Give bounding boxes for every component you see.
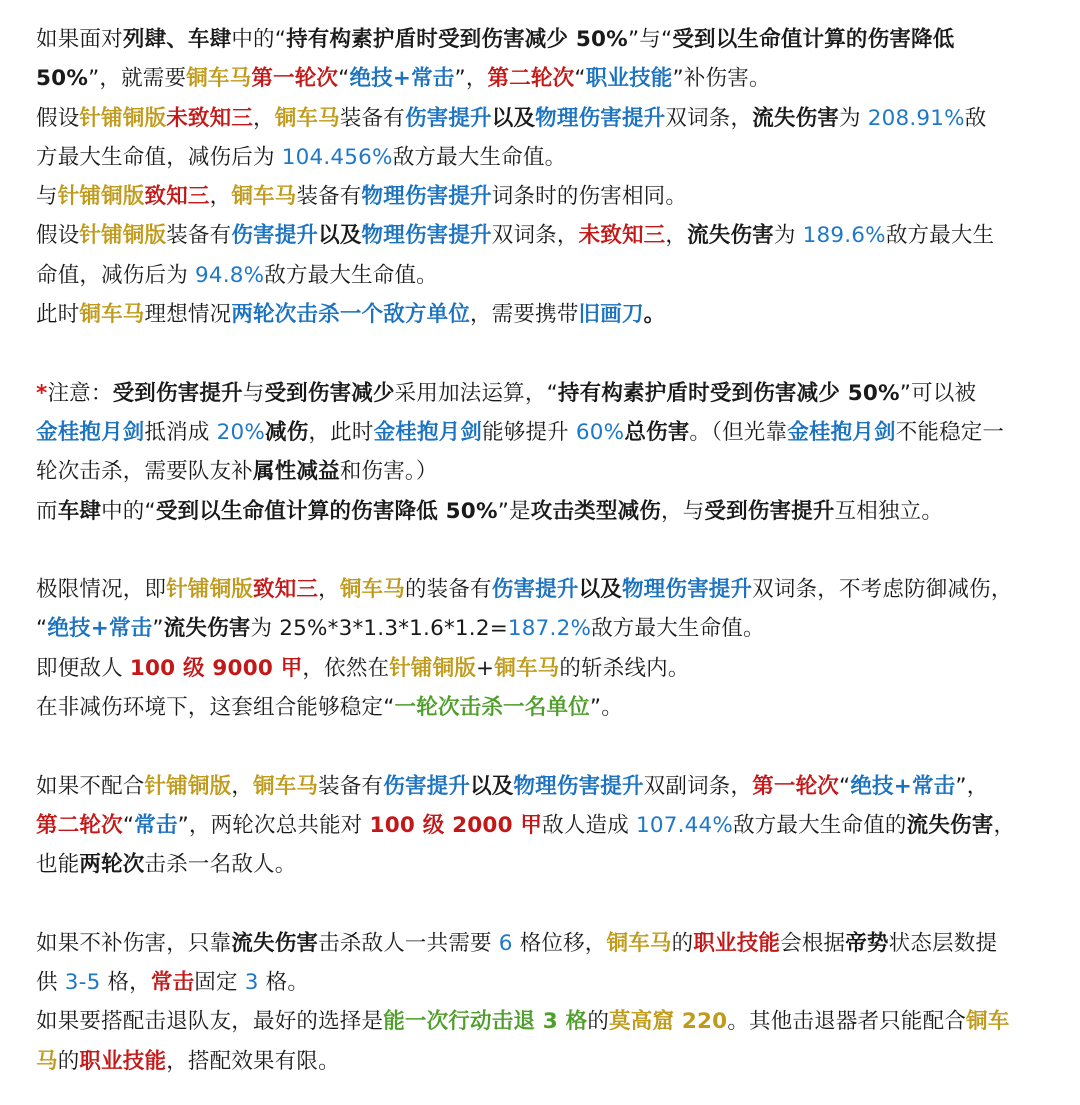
text-run-plain: ”， bbox=[454, 66, 488, 92]
text-run-blue: 两轮次击杀一个敌方单位 bbox=[231, 302, 471, 328]
text-run-black: 流失伤害 bbox=[231, 930, 319, 956]
text-run-black: 攻击类型减伤 bbox=[530, 498, 661, 524]
text-run-black: 属性减益 bbox=[253, 459, 340, 485]
text-run-num: 60% bbox=[575, 419, 625, 445]
text-run-plain: 极限情况，即 bbox=[36, 577, 167, 603]
text-run-gold: 莫高窟 220 bbox=[609, 1009, 728, 1035]
text-run-gold: 针铺铜版 bbox=[389, 655, 477, 681]
text-line bbox=[36, 924, 1044, 963]
paragraph-spacer bbox=[36, 334, 1044, 373]
text-run-plain: 方最大生命值，减伤后为 bbox=[36, 144, 282, 170]
text-line bbox=[36, 609, 1044, 648]
text-run-blue: 职业技能 bbox=[585, 66, 673, 92]
text-run-red: 职业技能 bbox=[693, 930, 781, 956]
text-run-plain: 敌方最大生命值。 bbox=[264, 262, 438, 288]
text-run-num: 20% bbox=[216, 419, 266, 445]
text-run-black: 流失伤害 bbox=[687, 223, 774, 249]
text-run-black: 受到伤害提升 bbox=[112, 380, 243, 406]
text-run-plain: 采用加法运算，“ bbox=[394, 380, 558, 406]
text-run-blue: 旧画刀 bbox=[578, 302, 644, 328]
text-run-black: 50% bbox=[36, 66, 89, 92]
text-line bbox=[36, 374, 1044, 413]
text-run-plain: 装备有 bbox=[166, 223, 232, 249]
text-run-plain: 敌方最大生命值。 bbox=[392, 144, 567, 170]
text-run-black: 受到伤害减少 bbox=[264, 380, 395, 406]
text-run-plain: 装备有 bbox=[339, 105, 405, 131]
text-run-plain: 供 bbox=[36, 970, 65, 996]
text-run-blue: 伤害提升 bbox=[404, 105, 492, 131]
text-run-plain: 不能稳定一 bbox=[895, 419, 1005, 445]
text-run-plain: 和伤害。） bbox=[339, 459, 438, 485]
text-run-num: 187.2% bbox=[507, 616, 592, 642]
text-run-num: 6 bbox=[498, 930, 513, 956]
text-run-blue: 物理伤害提升 bbox=[361, 184, 492, 210]
text-run-gold: 铜车马 bbox=[274, 105, 340, 131]
text-run-plain: 敌方最大生 bbox=[885, 223, 995, 249]
text-run-plain: 中的“ bbox=[231, 27, 287, 52]
text-run-red: 未致知三 bbox=[166, 105, 254, 131]
text-run-gold: 针铺铜版 bbox=[144, 773, 232, 799]
text-run-blue: 绝技+常击 bbox=[349, 66, 455, 92]
text-line bbox=[36, 688, 1044, 727]
text-run-blue: 绝技+常击 bbox=[850, 773, 956, 799]
text-run-black: 持有构素护盾时受到伤害减少 50% bbox=[557, 380, 900, 406]
text-run-plain: 的 bbox=[671, 930, 694, 956]
text-run-black: 以及 bbox=[578, 577, 622, 603]
text-run-gold: 铜车马 bbox=[494, 655, 560, 681]
text-run-plain: 的 bbox=[587, 1009, 610, 1035]
text-line bbox=[36, 1042, 1044, 1081]
text-run-red: 第二轮次 bbox=[487, 66, 575, 92]
text-run-blue: 金桂抱月剑 bbox=[787, 419, 896, 445]
text-run-plain: ， bbox=[318, 577, 340, 603]
text-run-plain: 为 bbox=[839, 105, 868, 131]
text-run-red: 第二轮次 bbox=[36, 812, 123, 838]
text-run-plain: 词条时的伤害相同。 bbox=[491, 184, 688, 210]
text-run-plain: 击杀敌人一共需要 bbox=[318, 930, 499, 956]
text-run-plain: ”，两轮次总共能对 bbox=[177, 812, 370, 838]
text-run-plain: 而 bbox=[36, 498, 58, 524]
text-run-black: 受到伤害提升 bbox=[704, 498, 835, 524]
text-run-plain: ，搭配效果有限。 bbox=[166, 1048, 340, 1074]
text-run-plain: 如果要搭配击退队友，最好的选择是 bbox=[36, 1009, 384, 1035]
text-run-plain: 双词条， bbox=[665, 105, 753, 131]
text-run-black: 减伤 bbox=[265, 419, 309, 445]
text-run-plain: 在非减伤环境下，这套组合能够稳定“ bbox=[36, 695, 395, 721]
text-run-blue: 伤害提升 bbox=[231, 223, 319, 249]
text-run-plain: ”。 bbox=[589, 695, 623, 721]
text-run-plain: 注意： bbox=[47, 380, 113, 406]
text-run-plain: ，需要携带 bbox=[470, 302, 579, 328]
text-line bbox=[36, 1002, 1044, 1041]
text-run-gold: 铜车马 bbox=[231, 184, 297, 210]
text-run-plain: “ bbox=[338, 66, 350, 92]
text-run-plain: “ bbox=[839, 773, 851, 799]
text-run-gold: 铜车马 bbox=[79, 302, 145, 328]
text-run-plain: ” bbox=[152, 616, 164, 642]
text-run-plain: 敌方最大生命值的 bbox=[733, 812, 907, 838]
text-run-black: 。 bbox=[643, 302, 666, 328]
text-run-plain: 此时 bbox=[36, 302, 80, 328]
text-run-black: 流失伤害 bbox=[163, 616, 251, 642]
text-run-plain: 格位移， bbox=[512, 930, 607, 956]
text-run-star: * bbox=[36, 380, 48, 406]
text-run-num: 94.8% bbox=[194, 262, 265, 288]
text-run-plain: 的斩杀线内。 bbox=[559, 655, 690, 681]
text-run-plain: ”补伤害。 bbox=[672, 66, 771, 92]
text-run-blue: 物理伤害提升 bbox=[361, 223, 492, 249]
text-run-red: 未致知三 bbox=[578, 223, 666, 249]
text-run-blue: 伤害提升 bbox=[491, 577, 579, 603]
text-run-num: 104.456% bbox=[281, 144, 393, 170]
text-run-plain: “ bbox=[36, 616, 48, 642]
text-run-plain: 装备有 bbox=[318, 773, 384, 799]
text-run-black: 受到以生命值计算的伤害降低 bbox=[672, 27, 955, 52]
text-run-black: 帝势 bbox=[845, 930, 889, 956]
text-run-plain: ，与 bbox=[660, 498, 705, 524]
text-run-blue: 物理伤害提升 bbox=[513, 773, 644, 799]
text-line bbox=[36, 20, 1044, 59]
text-run-plain: 敌 bbox=[964, 105, 987, 131]
text-run-gold: 马 bbox=[36, 1048, 58, 1074]
text-line bbox=[36, 963, 1044, 1002]
text-run-plain: 为 25%*3*1.3*1.6*1.2= bbox=[250, 616, 508, 642]
text-run-plain: 轮次击杀，需要队友补 bbox=[36, 459, 254, 485]
text-run-red: 职业技能 bbox=[79, 1048, 167, 1074]
text-run-green: 能一次行动击退 3 格 bbox=[383, 1009, 588, 1035]
text-run-plain: 双副词条， bbox=[643, 773, 753, 799]
text-run-red: 常击 bbox=[150, 970, 195, 996]
text-run-gold: 针铺铜版 bbox=[57, 184, 145, 210]
text-run-black: 受到以生命值计算的伤害降低 50% bbox=[155, 498, 498, 524]
text-run-black: 持有构素护盾时受到伤害减少 50% bbox=[286, 27, 628, 52]
text-run-plain: 。（但光靠 bbox=[689, 419, 788, 445]
text-line bbox=[36, 295, 1044, 334]
text-run-plain: 如果面对 bbox=[36, 27, 123, 52]
text-run-num: 3-5 bbox=[64, 970, 101, 996]
text-run-black: 以及 bbox=[318, 223, 362, 249]
text-line bbox=[36, 413, 1044, 452]
text-run-blue: 常击 bbox=[134, 812, 178, 838]
text-line bbox=[36, 138, 1044, 177]
text-run-red: 100 级 9000 甲 bbox=[129, 655, 303, 681]
text-run-plain: 为 bbox=[773, 223, 803, 249]
text-run-plain: ”是 bbox=[497, 498, 531, 524]
text-run-plain: 敌方最大生命值。 bbox=[591, 616, 765, 642]
text-run-blue: 伤害提升 bbox=[383, 773, 471, 799]
text-run-gold: 铜车马 bbox=[253, 773, 319, 799]
text-line bbox=[36, 59, 1044, 98]
text-line bbox=[36, 806, 1044, 845]
text-run-blue: 金桂抱月剑 bbox=[373, 419, 483, 445]
text-run-gold: 铜车马 bbox=[339, 577, 405, 603]
text-run-plain: ”， bbox=[955, 773, 989, 799]
text-line bbox=[36, 570, 1044, 609]
text-run-red: 致知三 bbox=[144, 184, 210, 210]
text-run-num: 208.91% bbox=[867, 105, 965, 131]
text-run-black: 流失伤害 bbox=[752, 105, 839, 131]
text-run-plain: 能够提升 bbox=[482, 419, 576, 445]
text-line bbox=[36, 452, 1044, 491]
text-run-plain: 双词条， bbox=[491, 223, 579, 249]
text-run-plain: ，依然在 bbox=[302, 655, 390, 681]
text-run-green: 一轮次击杀一名单位 bbox=[394, 695, 590, 721]
text-run-black: 两轮次 bbox=[79, 852, 145, 878]
text-run-num: 3 bbox=[244, 970, 259, 996]
text-run-black: 总伤害 bbox=[624, 419, 690, 445]
text-run-plain: 抵消成 bbox=[144, 419, 217, 445]
text-run-num: 189.6% bbox=[802, 223, 886, 249]
text-run-gold: 针铺铜版 bbox=[79, 223, 167, 249]
text-run-plain: 固定 bbox=[194, 970, 245, 996]
text-run-plain: 互相独立。 bbox=[834, 498, 944, 524]
text-run-plain: 如果不补伤害，只靠 bbox=[36, 930, 232, 956]
text-run-plain: 也能 bbox=[36, 852, 80, 878]
text-run-gold: 针铺铜版 bbox=[166, 577, 254, 603]
text-run-plain: 双词条，不考虑防御减伤， bbox=[752, 577, 1013, 603]
text-run-gold: 铜车马 bbox=[186, 66, 252, 92]
text-run-black: 流失伤害 bbox=[906, 812, 994, 838]
text-run-plain: ”与“ bbox=[627, 27, 673, 52]
text-line bbox=[36, 767, 1044, 806]
text-run-red: 第一轮次 bbox=[251, 66, 339, 92]
text-run-plain: 会根据 bbox=[780, 930, 846, 956]
text-run-red: 致知三 bbox=[253, 577, 319, 603]
text-run-plain: 与 bbox=[242, 380, 265, 406]
text-run-gold: 铜车 bbox=[966, 1009, 1010, 1035]
text-run-plain: 击杀一名敌人。 bbox=[144, 852, 297, 878]
text-run-blue: 物理伤害提升 bbox=[621, 577, 753, 603]
text-run-plain: 中的“ bbox=[101, 498, 156, 524]
text-line bbox=[36, 216, 1044, 255]
text-run-plain: 格， bbox=[100, 970, 151, 996]
text-run-plain: 的 bbox=[57, 1048, 80, 1074]
text-run-blue: 金桂抱月剑 bbox=[36, 419, 145, 445]
text-run-plain: 。其他击退器者只能配合 bbox=[727, 1009, 967, 1035]
text-run-plain: ，此时 bbox=[308, 419, 374, 445]
text-run-plain: 即便敌人 bbox=[36, 655, 130, 681]
text-run-gold: 针铺铜版 bbox=[79, 105, 167, 131]
text-run-plain: 状态层数提 bbox=[888, 930, 998, 956]
text-run-plain: ”，就需要 bbox=[88, 66, 187, 92]
text-line bbox=[36, 492, 1044, 531]
text-line bbox=[36, 99, 1044, 138]
text-run-plain: 假设 bbox=[36, 105, 80, 131]
text-line bbox=[36, 649, 1044, 688]
text-run-black: 车肆 bbox=[57, 498, 102, 524]
paragraph-spacer bbox=[36, 727, 1044, 766]
text-run-plain: 如果不配合 bbox=[36, 773, 145, 799]
text-run-plain: 格。 bbox=[258, 970, 310, 996]
text-run-black: 以及 bbox=[470, 773, 514, 799]
paragraph-spacer bbox=[36, 885, 1044, 924]
paragraph-spacer bbox=[36, 531, 1044, 570]
text-run-red: 100 级 2000 甲 bbox=[369, 812, 543, 838]
text-line bbox=[36, 177, 1044, 216]
text-run-plain: 假设 bbox=[36, 223, 80, 249]
text-run-plain: ， bbox=[993, 812, 1016, 838]
text-run-plain: 敌人造成 bbox=[542, 812, 636, 838]
text-run-num: 107.44% bbox=[635, 812, 734, 838]
text-run-plain: ”可以被 bbox=[899, 380, 977, 406]
text-line bbox=[36, 256, 1044, 295]
text-run-plain: 的装备有 bbox=[404, 577, 492, 603]
text-run-blue: 物理伤害提升 bbox=[535, 105, 666, 131]
text-run-red: 第一轮次 bbox=[752, 773, 839, 799]
text-line bbox=[36, 845, 1044, 884]
text-run-gold: 铜车马 bbox=[606, 930, 672, 956]
text-run-plain: “ bbox=[574, 66, 586, 92]
text-run-plain: + bbox=[476, 655, 495, 681]
text-run-plain: ， bbox=[231, 773, 254, 799]
text-run-plain: 命值，减伤后为 bbox=[36, 262, 195, 288]
text-run-black: 以及 bbox=[491, 105, 536, 131]
text-run-black: 列肆、车肆 bbox=[122, 27, 232, 52]
text-run-plain: 与 bbox=[36, 184, 58, 210]
text-run-plain: 理想情况 bbox=[144, 302, 232, 328]
text-run-plain: ， bbox=[665, 223, 688, 249]
text-run-plain: ， bbox=[253, 105, 275, 131]
text-run-blue: 绝技+常击 bbox=[47, 616, 153, 642]
text-run-plain: 装备有 bbox=[296, 184, 362, 210]
text-run-plain: ， bbox=[209, 184, 232, 210]
text-run-plain: “ bbox=[122, 812, 135, 838]
